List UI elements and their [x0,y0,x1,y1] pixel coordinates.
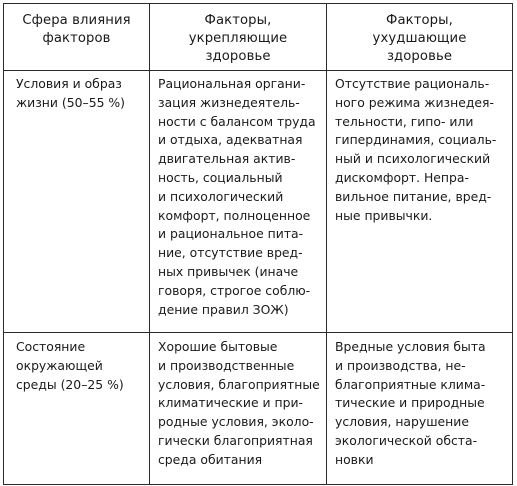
cell-line: тельности, гипо- или [335,113,474,129]
header-line: здоровье [205,49,271,64]
cell-line: Состояние [16,339,86,354]
cell-line: и производственные [158,357,295,373]
cell-line: ные привычки. [335,207,433,223]
cell-sphere [4,333,150,485]
header-worsening [327,4,513,71]
header-line: ухудшающие [372,31,467,46]
cell-line: тические и природные [335,395,485,411]
cell-line: вильное питание, вред- [335,188,492,204]
header-line: Сфера влияния [22,13,131,28]
cell-line: и психологический [158,188,284,204]
cell-line: жизни (50–55 %) [16,94,126,110]
cell-line: дение правил ЗОЖ) [158,301,289,317]
header-line: факторов [42,31,111,46]
factors-table [3,3,513,485]
cell-line: гипердинамия, социаль- [335,132,497,148]
cell-line: экологической обста- [335,432,478,448]
cell-line: условия, благоприятные [158,376,320,392]
cell-strengthening [150,71,327,333]
table-row [4,71,513,333]
header-row [4,4,513,71]
cell-worsening [327,71,513,333]
cell-line: Рациональная органи- [158,76,306,91]
cell-line: ных привычек (иначе [158,263,299,279]
cell-line: и рациональное пита- [158,226,304,242]
cell-line: окружающей [16,357,103,373]
cell-line: климатические и при- [158,395,304,411]
cell-line: Условия и образ [16,76,122,91]
cell-strengthening [150,333,327,485]
cell-line: и производства, не- [335,357,466,373]
cell-line: ного режима жизнедея- [335,94,494,110]
cell-line: благоприятные клима- [335,376,486,392]
cell-line: среды (20–25 %) [16,376,124,392]
cell-line: родные условия, эколо- [158,414,314,430]
cell-sphere [4,71,150,333]
cell-line: и отдыха, адекватная [158,132,303,148]
cell-line: комфорт, полноценное [158,207,311,223]
cell-line: зация жизнедеятель- [158,94,300,110]
table-row [4,333,513,485]
cell-line: говоря, строгое соблю- [158,282,311,298]
header-line: Факторы, [204,13,272,28]
cell-line: Хорошие бытовые [158,339,278,354]
cell-line: дискомфорт. Непра- [335,169,469,185]
cell-line: двигательная актив- [158,151,296,167]
cell-line: ность, социальный [158,169,283,185]
cell-line: ние, отсутствие вред- [158,245,303,261]
cell-line: новки [335,451,374,467]
header-sphere [4,4,150,71]
cell-line: условия, нарушение [335,414,469,430]
header-strengthening [150,4,327,71]
cell-line: Отсутствие рациональ- [335,76,490,91]
header-line: Факторы, [386,13,453,28]
cell-line: ности с балансом труда [158,113,316,129]
cell-line: гически благоприятная [158,432,313,448]
cell-line: Вредные условия быта [335,339,486,354]
header-line: укрепляющие [188,31,288,46]
cell-line: среда обитания [158,451,263,467]
cell-line: ный и психологический [335,151,491,167]
header-line: здоровье [386,49,453,64]
cell-worsening [327,333,513,485]
